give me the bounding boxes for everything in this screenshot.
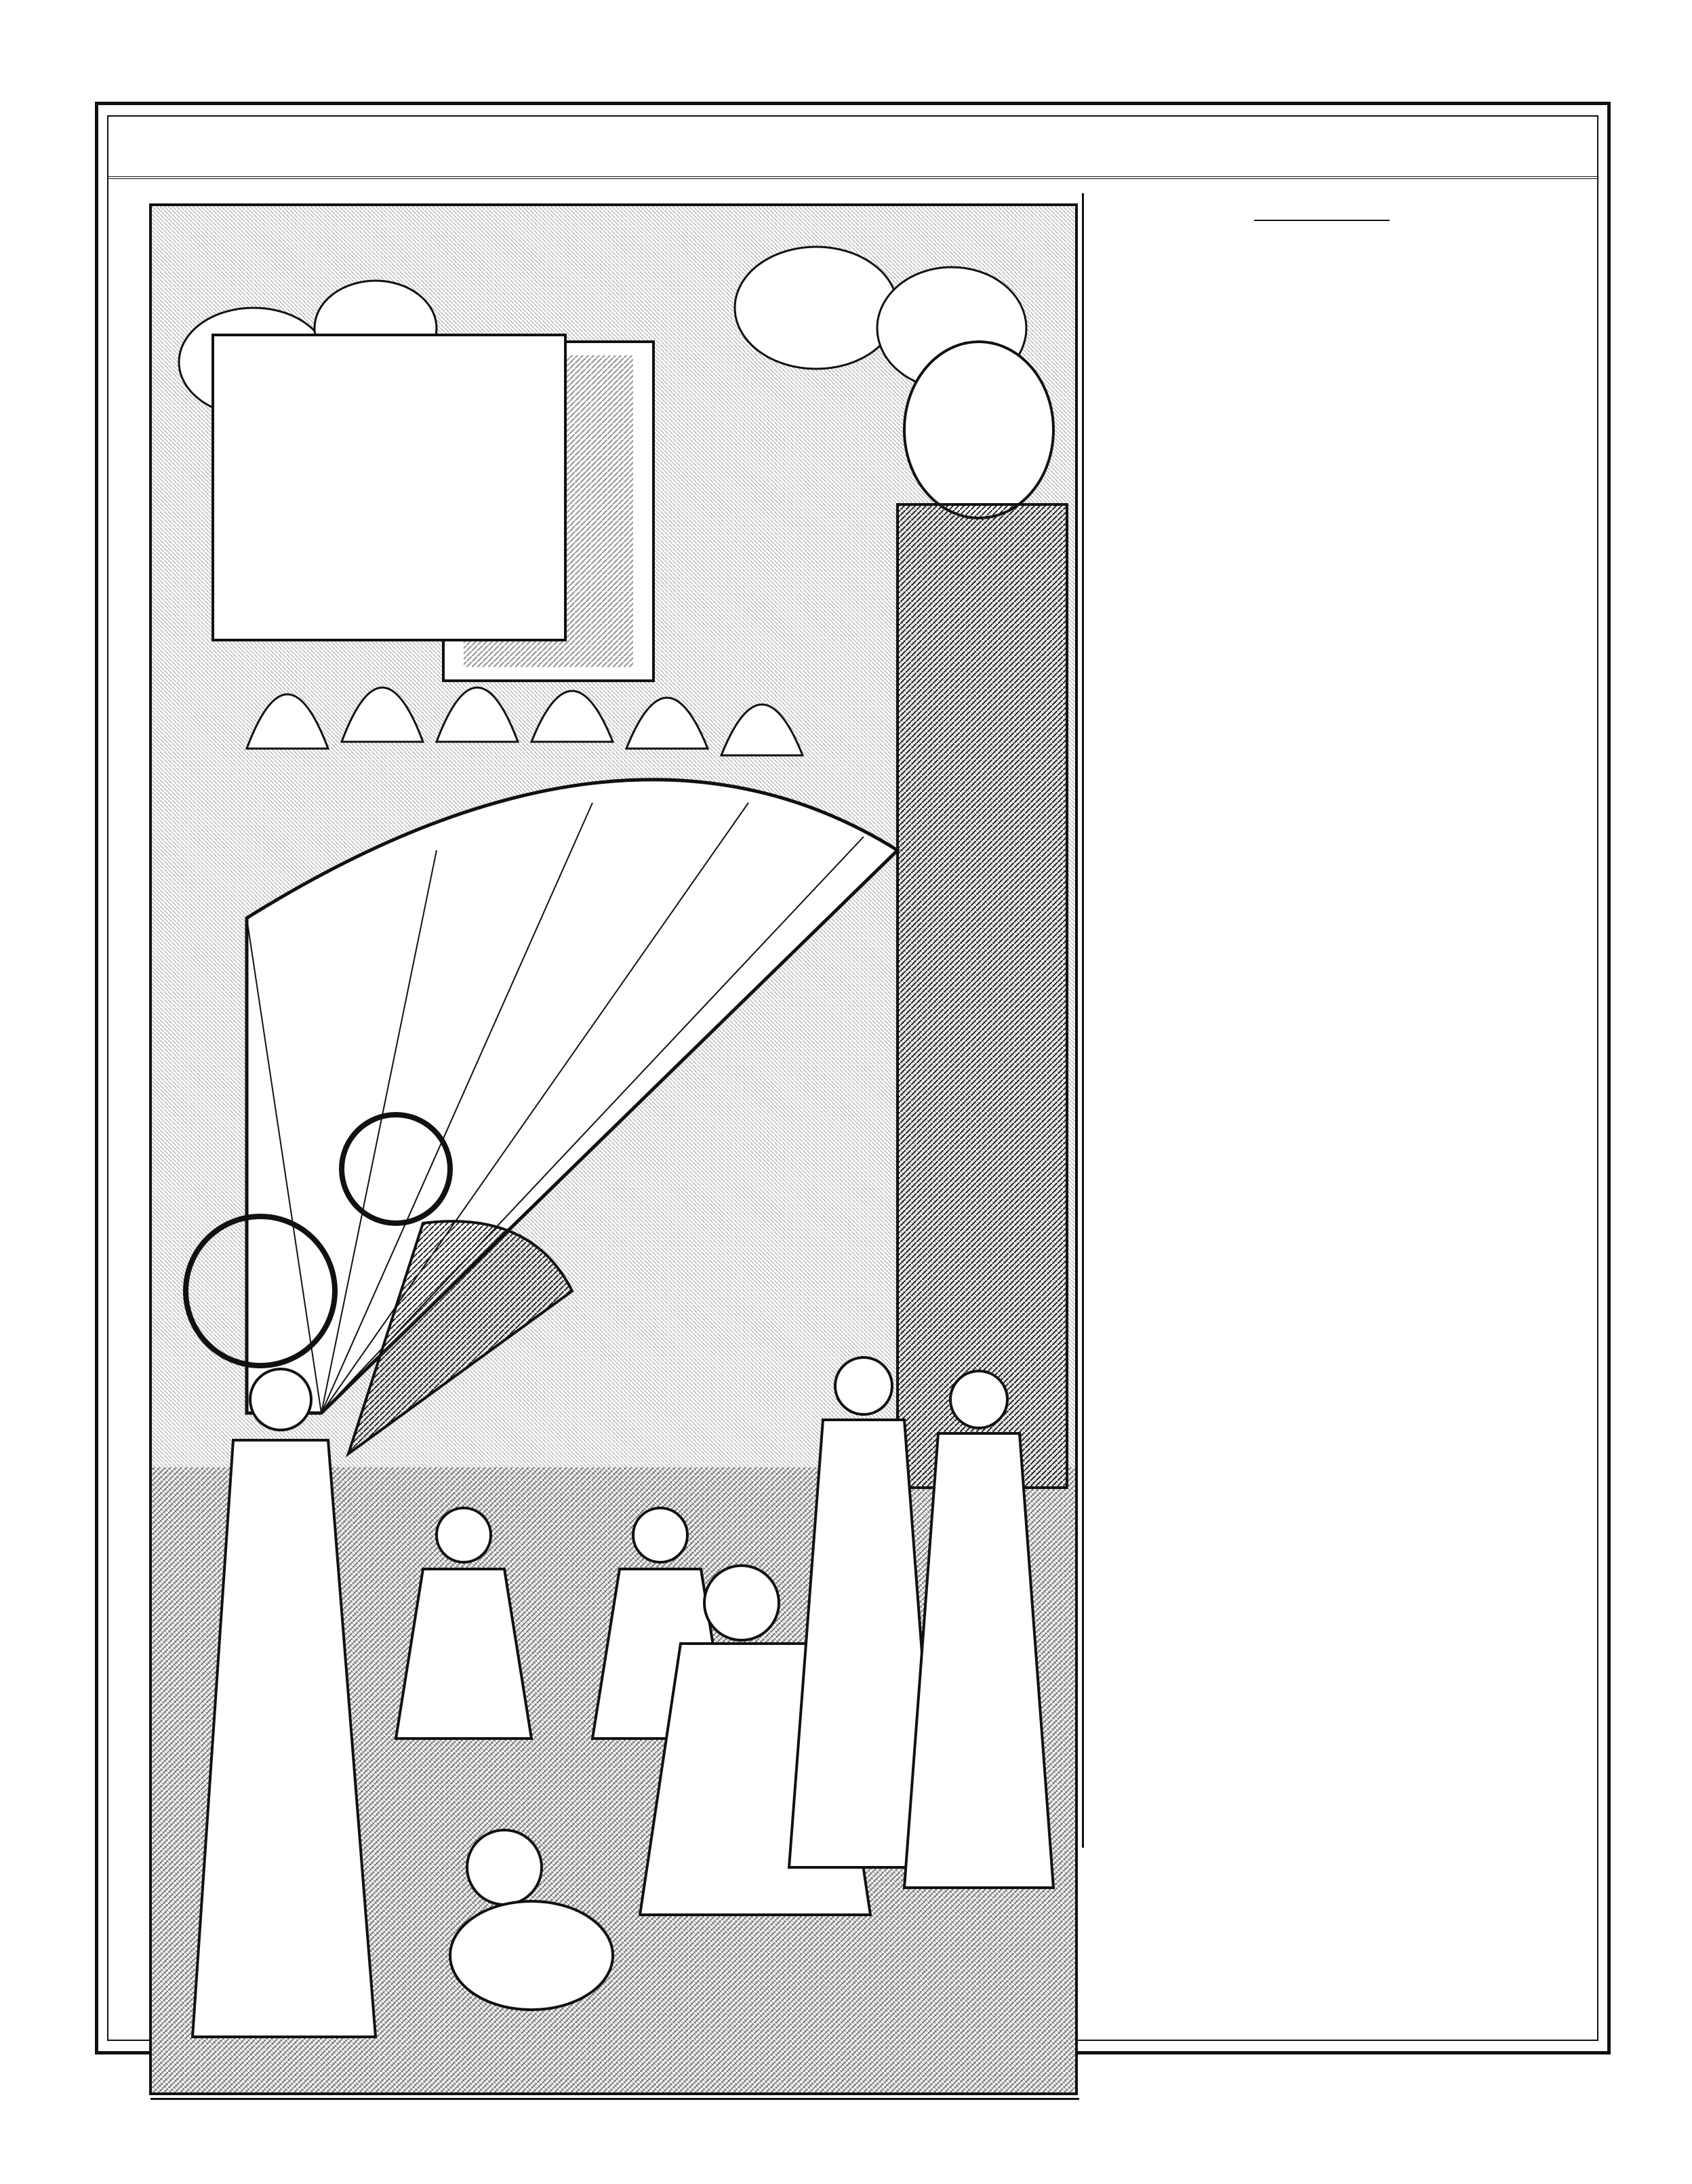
bottom-section-rule — [150, 2098, 1079, 2100]
cartoon-drawing — [152, 206, 1078, 2095]
masthead — [108, 117, 1597, 179]
right-column-article — [1085, 203, 1559, 1844]
cartoon-illustration — [149, 203, 1078, 2095]
article-separator — [1254, 220, 1390, 221]
column-divider-right — [1082, 193, 1084, 1848]
